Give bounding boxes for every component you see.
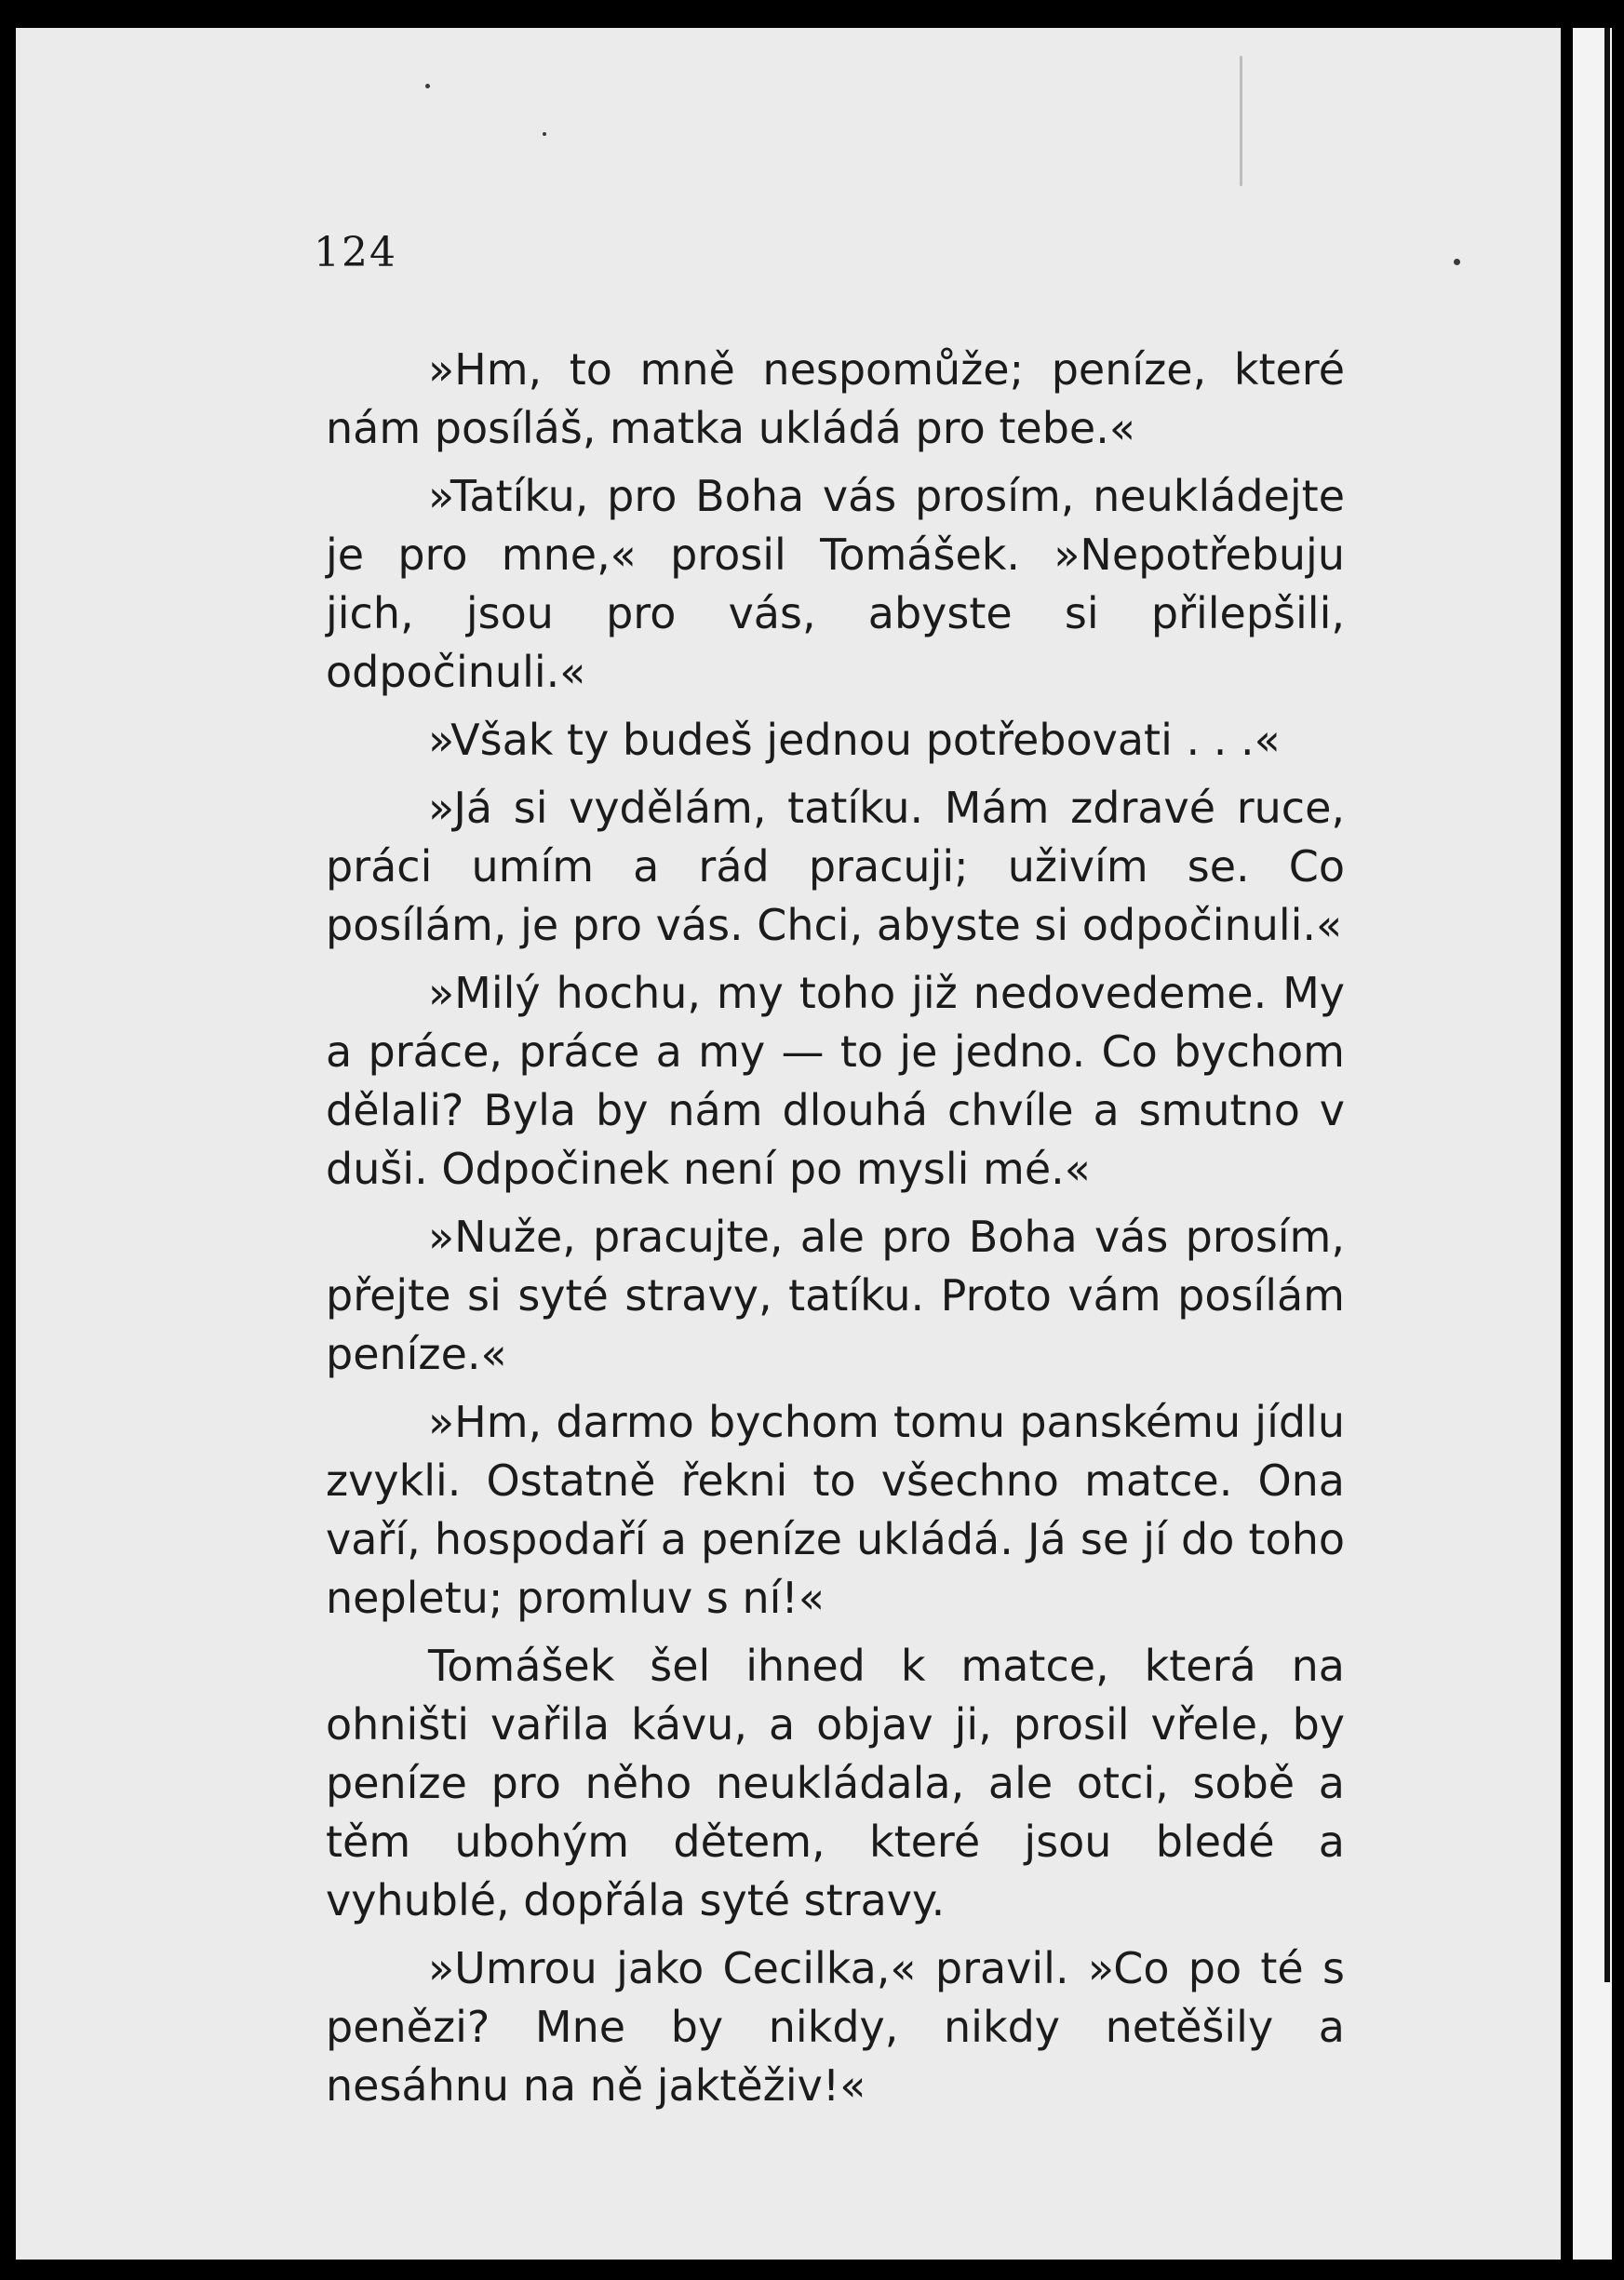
gutter-shadow [1240,56,1242,186]
dust-speck [1454,259,1460,265]
paragraph: »Milý hochu, my toho již nedovedeme. My a práce, práce a my — to je jedno. Co bychom dělali? Byla by nám dlouhá chvíle a smutno v duši. Odpočinek není po mysli mé.« [326,968,1345,1194]
paragraph: »Já si vydělám, tatíku. Mám zdravé ruce, práci umím a rád pracuji; uživím se. Co posílám, je pro vás. Chci, abyste si odpočinuli.« [326,783,1345,950]
paragraph: »Hm, darmo bychom tomu panskému jídlu zvykli. Ostatně řekni to všechno matce. Ona vaří, hospodaří a peníze ukládá. Já se jí do toho nepletu; promluv s ní!« [326,1397,1345,1623]
dust-speck [543,132,546,136]
book-page [16,28,1561,2260]
paragraph: Tomášek šel ihned k matce, která na ohništi vařila kávu, a objav ji, prosil vřele, by peníze pro něho neukládala, ale otci, sobě a těm ubohým dětem, které jsou bledé a vyhublé, dopřála syté stravy. [326,1641,1345,1925]
paragraph: »Nuže, pracujte, ale pro Boha vás prosím, přejte si syté stravy, tatíku. Proto vám posílám peníze.« [326,1212,1345,1379]
paragraph: »Umrou jako Cecilka,« pravil. »Co po té s penězi? Mne by nikdy, nikdy netěšily a nesáhnu na ně jaktěživ!« [326,1943,1345,2111]
page-number: 124 [314,229,397,276]
body-text [326,341,1345,2115]
paragraph: »Však ty budeš jednou potřebovati . . .« [428,715,1281,765]
paragraph: »Tatíku, pro Boha vás prosím, neukládejte je pro mne,« prosil Tomášek. »Nepotřebuju jich, jsou pro vás, abyste si přilepšili, odpočinuli.« [326,471,1345,697]
page-edge-shadow [1604,28,1610,1982]
dust-speck [425,84,430,88]
paragraph: »Hm, to mně nespomůže; peníze, které nám posíláš, matka ukládá pro tebe.« [326,344,1345,453]
